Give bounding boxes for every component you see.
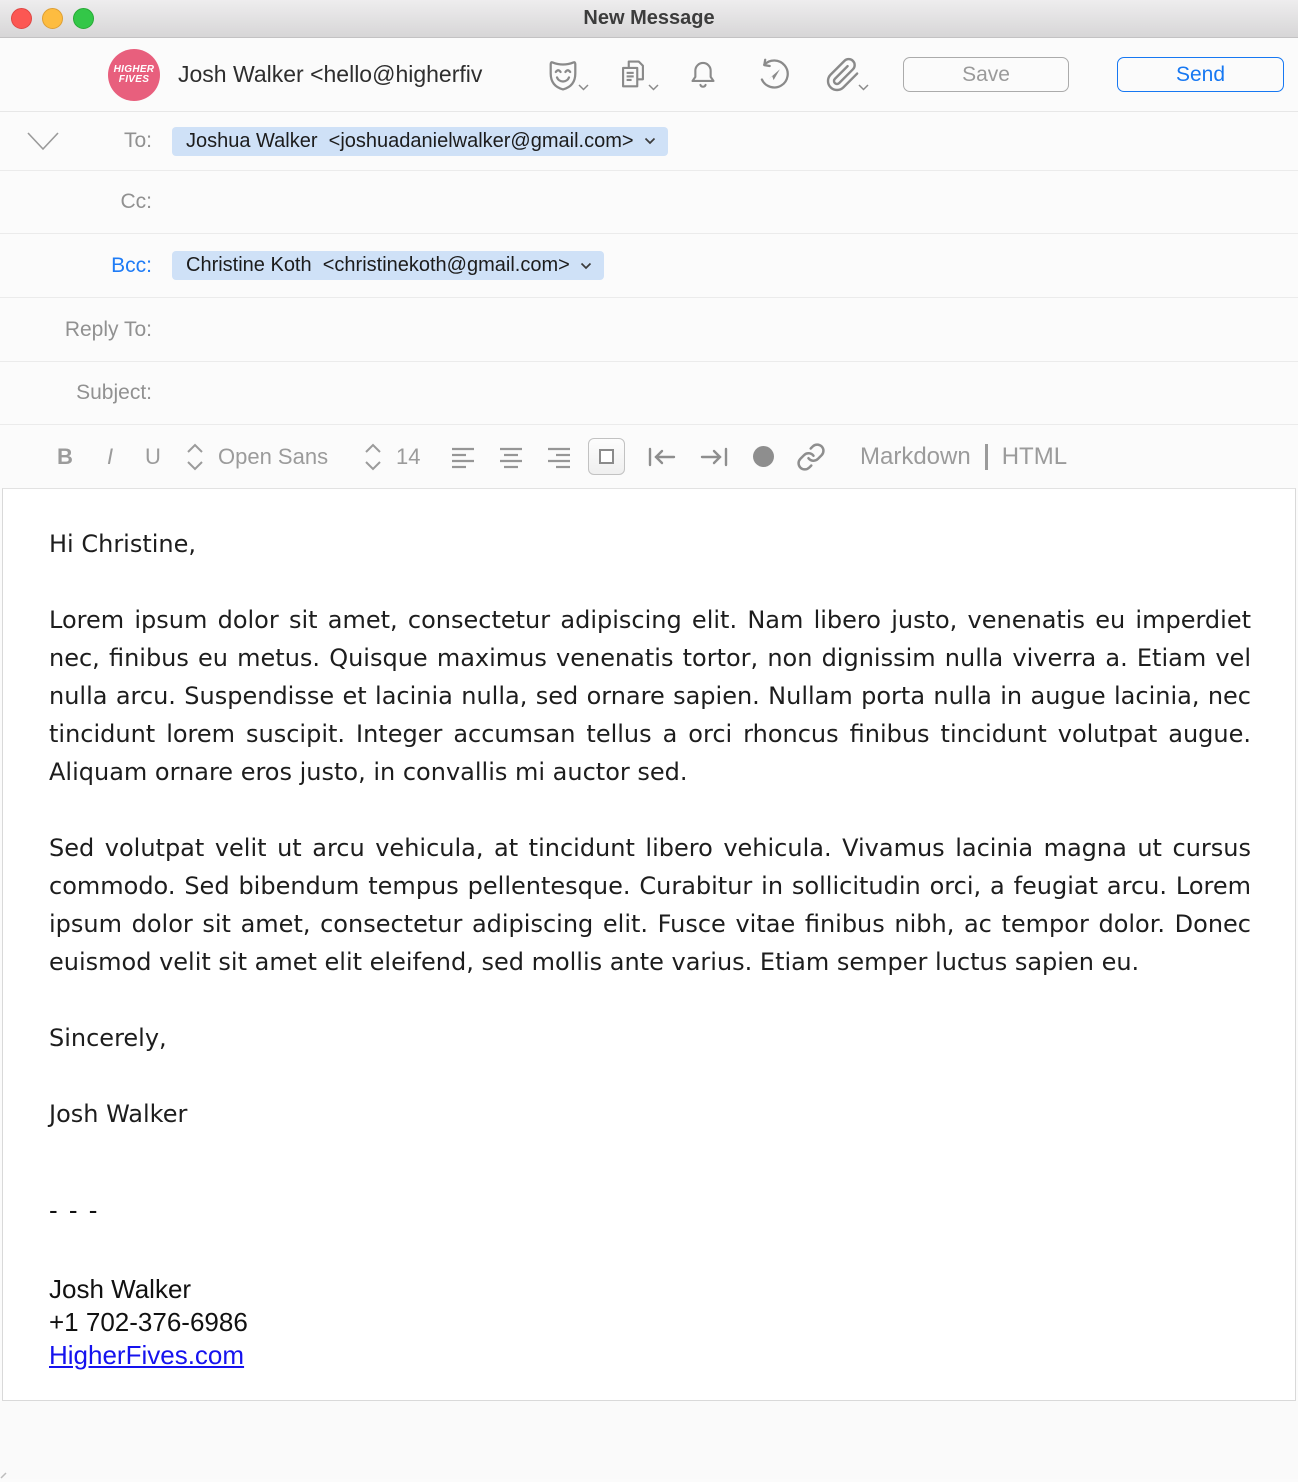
align-justify-button-selected[interactable]	[588, 438, 625, 475]
message-body-editor[interactable]	[2, 488, 1296, 1401]
align-left-icon[interactable]	[450, 445, 476, 469]
save-button[interactable]: Save	[903, 57, 1069, 92]
font-size-stepper-icon[interactable]	[362, 442, 384, 472]
html-toggle[interactable]: HTML	[1001, 442, 1068, 470]
indent-icon[interactable]	[699, 445, 729, 469]
cc-input[interactable]	[152, 171, 1298, 233]
send-later-icon[interactable]	[755, 57, 791, 93]
greeting-text: Hi Christine,	[49, 530, 197, 558]
signature-name: Josh Walker	[49, 1274, 192, 1304]
attachment-paperclip-icon[interactable]	[825, 57, 861, 93]
chevron-down-icon[interactable]	[644, 137, 656, 145]
to-recipient-pill[interactable]	[172, 127, 668, 156]
signature-divider: - - -	[49, 1195, 100, 1225]
toolbar-divider	[985, 444, 988, 470]
recipient-text: Christine Koth <christinekoth@gmail.com>	[186, 254, 570, 276]
markdown-toggle[interactable]: Markdown	[860, 442, 971, 470]
paragraph: Sed volutpat velit ut arcu vehicula, at tincidunt libero vehicula. Vivamus lacinia magna ut cursus commodo. Sed bibendum tempus pellentesque. Curabitur in sollicitudin orci, a feugiat arcu. Lorem ipsum dolor sit amet, consectetur adipiscing elit. Fusce vitae finibus nibh, ac tempor dolor. Donec euismod velit sit amet elit eleifend, sed mollis ante varius. Etiam semper luctus sapien eu.	[49, 834, 1251, 976]
bcc-field-row	[0, 234, 1298, 298]
resize-grip[interactable]	[0, 1465, 14, 1479]
window-footer	[0, 1401, 1298, 1479]
subject-input[interactable]	[152, 362, 1298, 424]
font-stepper-icon[interactable]	[184, 442, 206, 472]
recipient-text: Joshua Walker <joshuadanielwalker@gmail.com>	[186, 129, 634, 152]
closing-name-text: Josh Walker	[49, 1100, 188, 1128]
cc-field-row	[0, 171, 1298, 234]
cc-label: Cc:	[120, 190, 152, 213]
subject-label: Subject:	[76, 381, 152, 404]
closing-text: Sincerely,	[49, 1024, 167, 1052]
collapse-headers-icon[interactable]	[26, 130, 60, 152]
reply-to-input[interactable]	[152, 298, 1298, 361]
chevron-down-icon	[578, 84, 589, 91]
to-field-row	[0, 112, 1298, 171]
outdent-icon[interactable]	[647, 445, 677, 469]
title-bar	[0, 0, 1298, 38]
signature-phone: +1 702-376-6986	[49, 1307, 248, 1337]
paragraph: Lorem ipsum dolor sit amet, consectetur adipiscing elit. Nam libero justo, venenatis eu imperdiet nec, finibus eu metus. Quisque maximus venenatis tortor, non dignissim nulla viverra a. Etiam vel nulla arcu. Suspendisse et lacinia nulla, sed ornare sapien. Nullam porta nulla in augue lacinia, nec tincidunt lorem suscipit. Integer accumsan tellus a orci rhoncus finibus tincidunt volutpat augue. Aliquam ornare eros justo, in convallis mi auctor sed.	[49, 606, 1251, 786]
reply-to-field-row	[0, 298, 1298, 362]
align-right-icon[interactable]	[546, 445, 572, 469]
from-address[interactable]: Josh Walker <hello@higherfiv	[178, 61, 483, 87]
avatar-text-line2: FIVES	[118, 73, 150, 85]
send-button[interactable]: Send	[1117, 57, 1284, 92]
chevron-down-icon	[648, 84, 659, 91]
avatar-text-line1: HIGHER	[113, 63, 155, 75]
to-label: To:	[123, 129, 152, 152]
notification-bell-icon[interactable]	[685, 57, 721, 93]
font-family-select[interactable]: Open Sans	[218, 443, 329, 469]
formatting-toolbar	[0, 425, 1298, 488]
window-title: New Message	[583, 7, 715, 29]
persona-mask-icon[interactable]	[545, 57, 581, 93]
bold-button[interactable]: B	[57, 443, 73, 469]
reply-to-label: Reply To:	[64, 317, 152, 341]
to-input[interactable]	[668, 112, 1298, 170]
align-center-icon[interactable]	[498, 445, 524, 469]
chevron-down-icon	[858, 84, 869, 91]
sender-avatar[interactable]	[108, 49, 160, 101]
insert-link-icon[interactable]	[796, 442, 826, 472]
signature-website-link[interactable]: HigherFives.com	[49, 1340, 245, 1370]
bcc-label: Bcc:	[111, 253, 152, 277]
chevron-down-icon[interactable]	[580, 262, 592, 270]
font-size-select[interactable]: 14	[396, 443, 421, 469]
underline-button[interactable]: U	[145, 443, 161, 469]
bcc-recipient-pill[interactable]	[172, 251, 604, 280]
templates-icon[interactable]	[615, 57, 651, 93]
justify-icon	[599, 449, 614, 464]
subject-field-row	[0, 362, 1298, 425]
italic-button[interactable]: I	[106, 443, 114, 469]
text-color-icon[interactable]	[753, 446, 774, 467]
from-row	[0, 38, 1298, 112]
bcc-input[interactable]	[604, 234, 1298, 297]
